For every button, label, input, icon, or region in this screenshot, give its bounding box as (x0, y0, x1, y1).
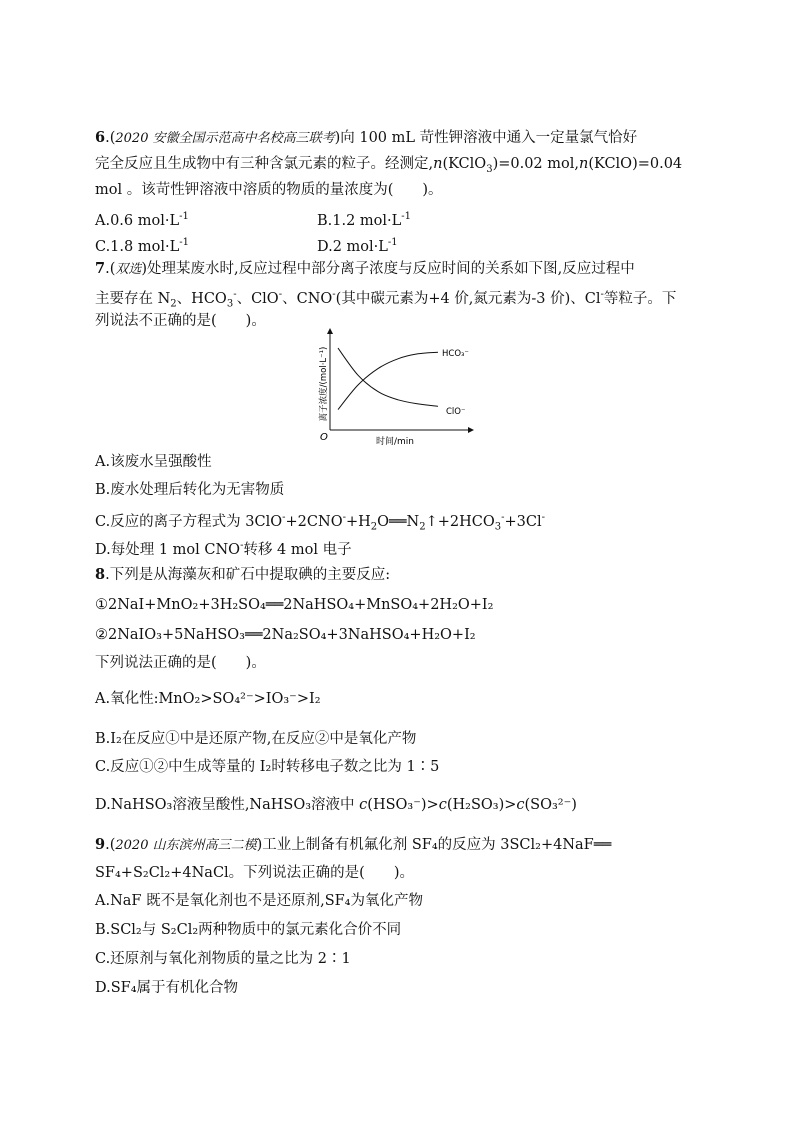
q7-line-3: 列说法不正确的是( )。 (95, 313, 266, 329)
q6-option-c[interactable]: C.1.8 $mol\cdot L^{-1}$ (95, 237, 189, 255)
q7-option-d[interactable]: D.每处理 1 mol CNO-转移 4 mol 电子 (95, 540, 352, 558)
q6-n1: n (433, 156, 443, 172)
q6-line-2: 完全反应且生成物中有三种含氯元素的粒子。经测定,n(KClO$_3$)=0.02 mol,n(KClO)=0.04 (95, 156, 683, 175)
q6-text-2: 完全反应且生成物中有三种含氯元素的粒子。经测定, (95, 156, 434, 172)
q6-options-cd (95, 233, 398, 257)
q9-paren: .( (105, 837, 116, 853)
chart-axes (327, 328, 474, 433)
q7-line-1 (95, 259, 635, 280)
q6-number: 6 (95, 129, 106, 146)
concentration-time-chart (318, 326, 478, 448)
q6-options-ab (95, 207, 412, 231)
q7-line-2: 主要存在 $N_2$、$HCO_3^-$、ClO-、CNO-(其中碳元素为+4 价,氮元素为-3 价)、Cl-等粒子。下 (95, 289, 677, 310)
q7-option-b[interactable]: B.废水处理后转化为无害物质 (95, 482, 285, 498)
q8-option-c[interactable]: C.反应①②中生成等量的 I₂时转移电子数之比为 1∶5 (95, 759, 440, 775)
q6-option-a[interactable]: A.0.6 $mol\cdot L^{-1}$ (95, 211, 189, 229)
q7-tag: 双选 (115, 262, 142, 277)
hco3-series-line (338, 352, 438, 409)
q6-text-1: )向 100 mL 苛性钾溶液中通入一定量氯气恰好 (334, 130, 638, 146)
q7-paren: .( (105, 261, 116, 277)
q9-line-1 (95, 835, 611, 856)
q9-number: 9 (95, 836, 106, 853)
origin-label: O (320, 432, 328, 443)
q6-option-d[interactable]: D.2 $mol\cdot L^{-1}$ (317, 237, 398, 255)
q6-line-3: mol 。该苛性钾溶液中溶质的物质的量浓度为( )。 (95, 182, 443, 198)
q6-kclo3-b: )=0.02 mol, (492, 156, 579, 172)
q9-option-d[interactable]: D.SF₄属于有机化合物 (95, 980, 239, 996)
q8-option-d[interactable]: D.NaHSO₃溶液呈酸性,NaHSO₃溶液中 c(HSO₃⁻)>c(H₂SO₃)>c(SO₃²⁻) (95, 797, 577, 813)
q7-text-1: )处理某废水时,反应过程中部分离子浓度与反应时间的关系如下图,反应过程中 (141, 261, 635, 277)
q6-n2: n (579, 156, 589, 172)
q8-text-1: .下列是从海藻灰和矿石中提取碘的主要反应: (105, 567, 391, 583)
q6-paren: .( (105, 130, 116, 146)
q6-source: 2020 安徽全国示范高中名校高三联考 (115, 131, 335, 146)
q9-option-c[interactable]: C.还原剂与氧化剂物质的量之比为 2∶1 (95, 951, 351, 967)
q9-text-1: )工业上制备有机氟化剂 SF₄的反应为 3SCl₂+4NaF══ (256, 837, 612, 853)
q7-option-a[interactable]: A.该废水呈强酸性 (95, 454, 212, 470)
q8-reaction-1: ①2NaI+MnO₂+3H₂SO₄══2NaHSO₄+MnSO₄+2H₂O+I₂ (95, 597, 494, 613)
x-axis-label: 时间/min (376, 437, 415, 447)
q7-option-c[interactable]: C.反应的离子方程式为 $3ClO^-+2CNO^-+H_2O══N_2↑+2HCO_3^-+3Cl^-$ (95, 512, 545, 533)
q6-option-b[interactable]: B.1.2 $mol\cdot L^{-1}$ (317, 211, 412, 229)
q9-option-a[interactable]: A.NaF 既不是氧化剂也不是还原剂,SF₄为氧化产物 (95, 893, 423, 909)
clo-series-line (338, 348, 438, 406)
q7-number: 7 (95, 260, 106, 277)
q9-line-2: SF₄+S₂Cl₂+4NaCl。下列说法正确的是( )。 (95, 865, 414, 881)
q9-source: 2020 山东滨州高三二模 (115, 838, 257, 853)
q8-line-1 (95, 565, 390, 585)
q8-line-4: 下列说法正确的是( )。 (95, 655, 266, 671)
q8-number: 8 (95, 566, 106, 583)
hco3-series-label: HCO₃⁻ (442, 349, 469, 359)
q8-option-a[interactable]: A.氧化性:MnO₂>SO₄²⁻>IO₃⁻>I₂ (95, 691, 321, 707)
y-axis-label: 离子浓度/(mol·L⁻¹) (319, 346, 329, 422)
x-axis-arrow (468, 427, 474, 433)
y-axis-arrow (327, 328, 333, 334)
q8-option-b[interactable]: B.I₂在反应①中是还原产物,在反应②中是氧化产物 (95, 731, 417, 747)
q6-line-1 (95, 128, 637, 149)
q9-option-b[interactable]: B.SCl₂与 S₂Cl₂两种物质中的氯元素化合价不同 (95, 922, 402, 938)
q6-kclo3-a: (KClO (442, 156, 487, 172)
q6-kclo: (KClO)=0.04 (588, 156, 683, 172)
clo-series-label: ClO⁻ (446, 407, 466, 417)
q8-reaction-2: ②2NaIO₃+5NaHSO₃══2Na₂SO₄+3NaHSO₄+H₂O+I₂ (95, 627, 476, 643)
